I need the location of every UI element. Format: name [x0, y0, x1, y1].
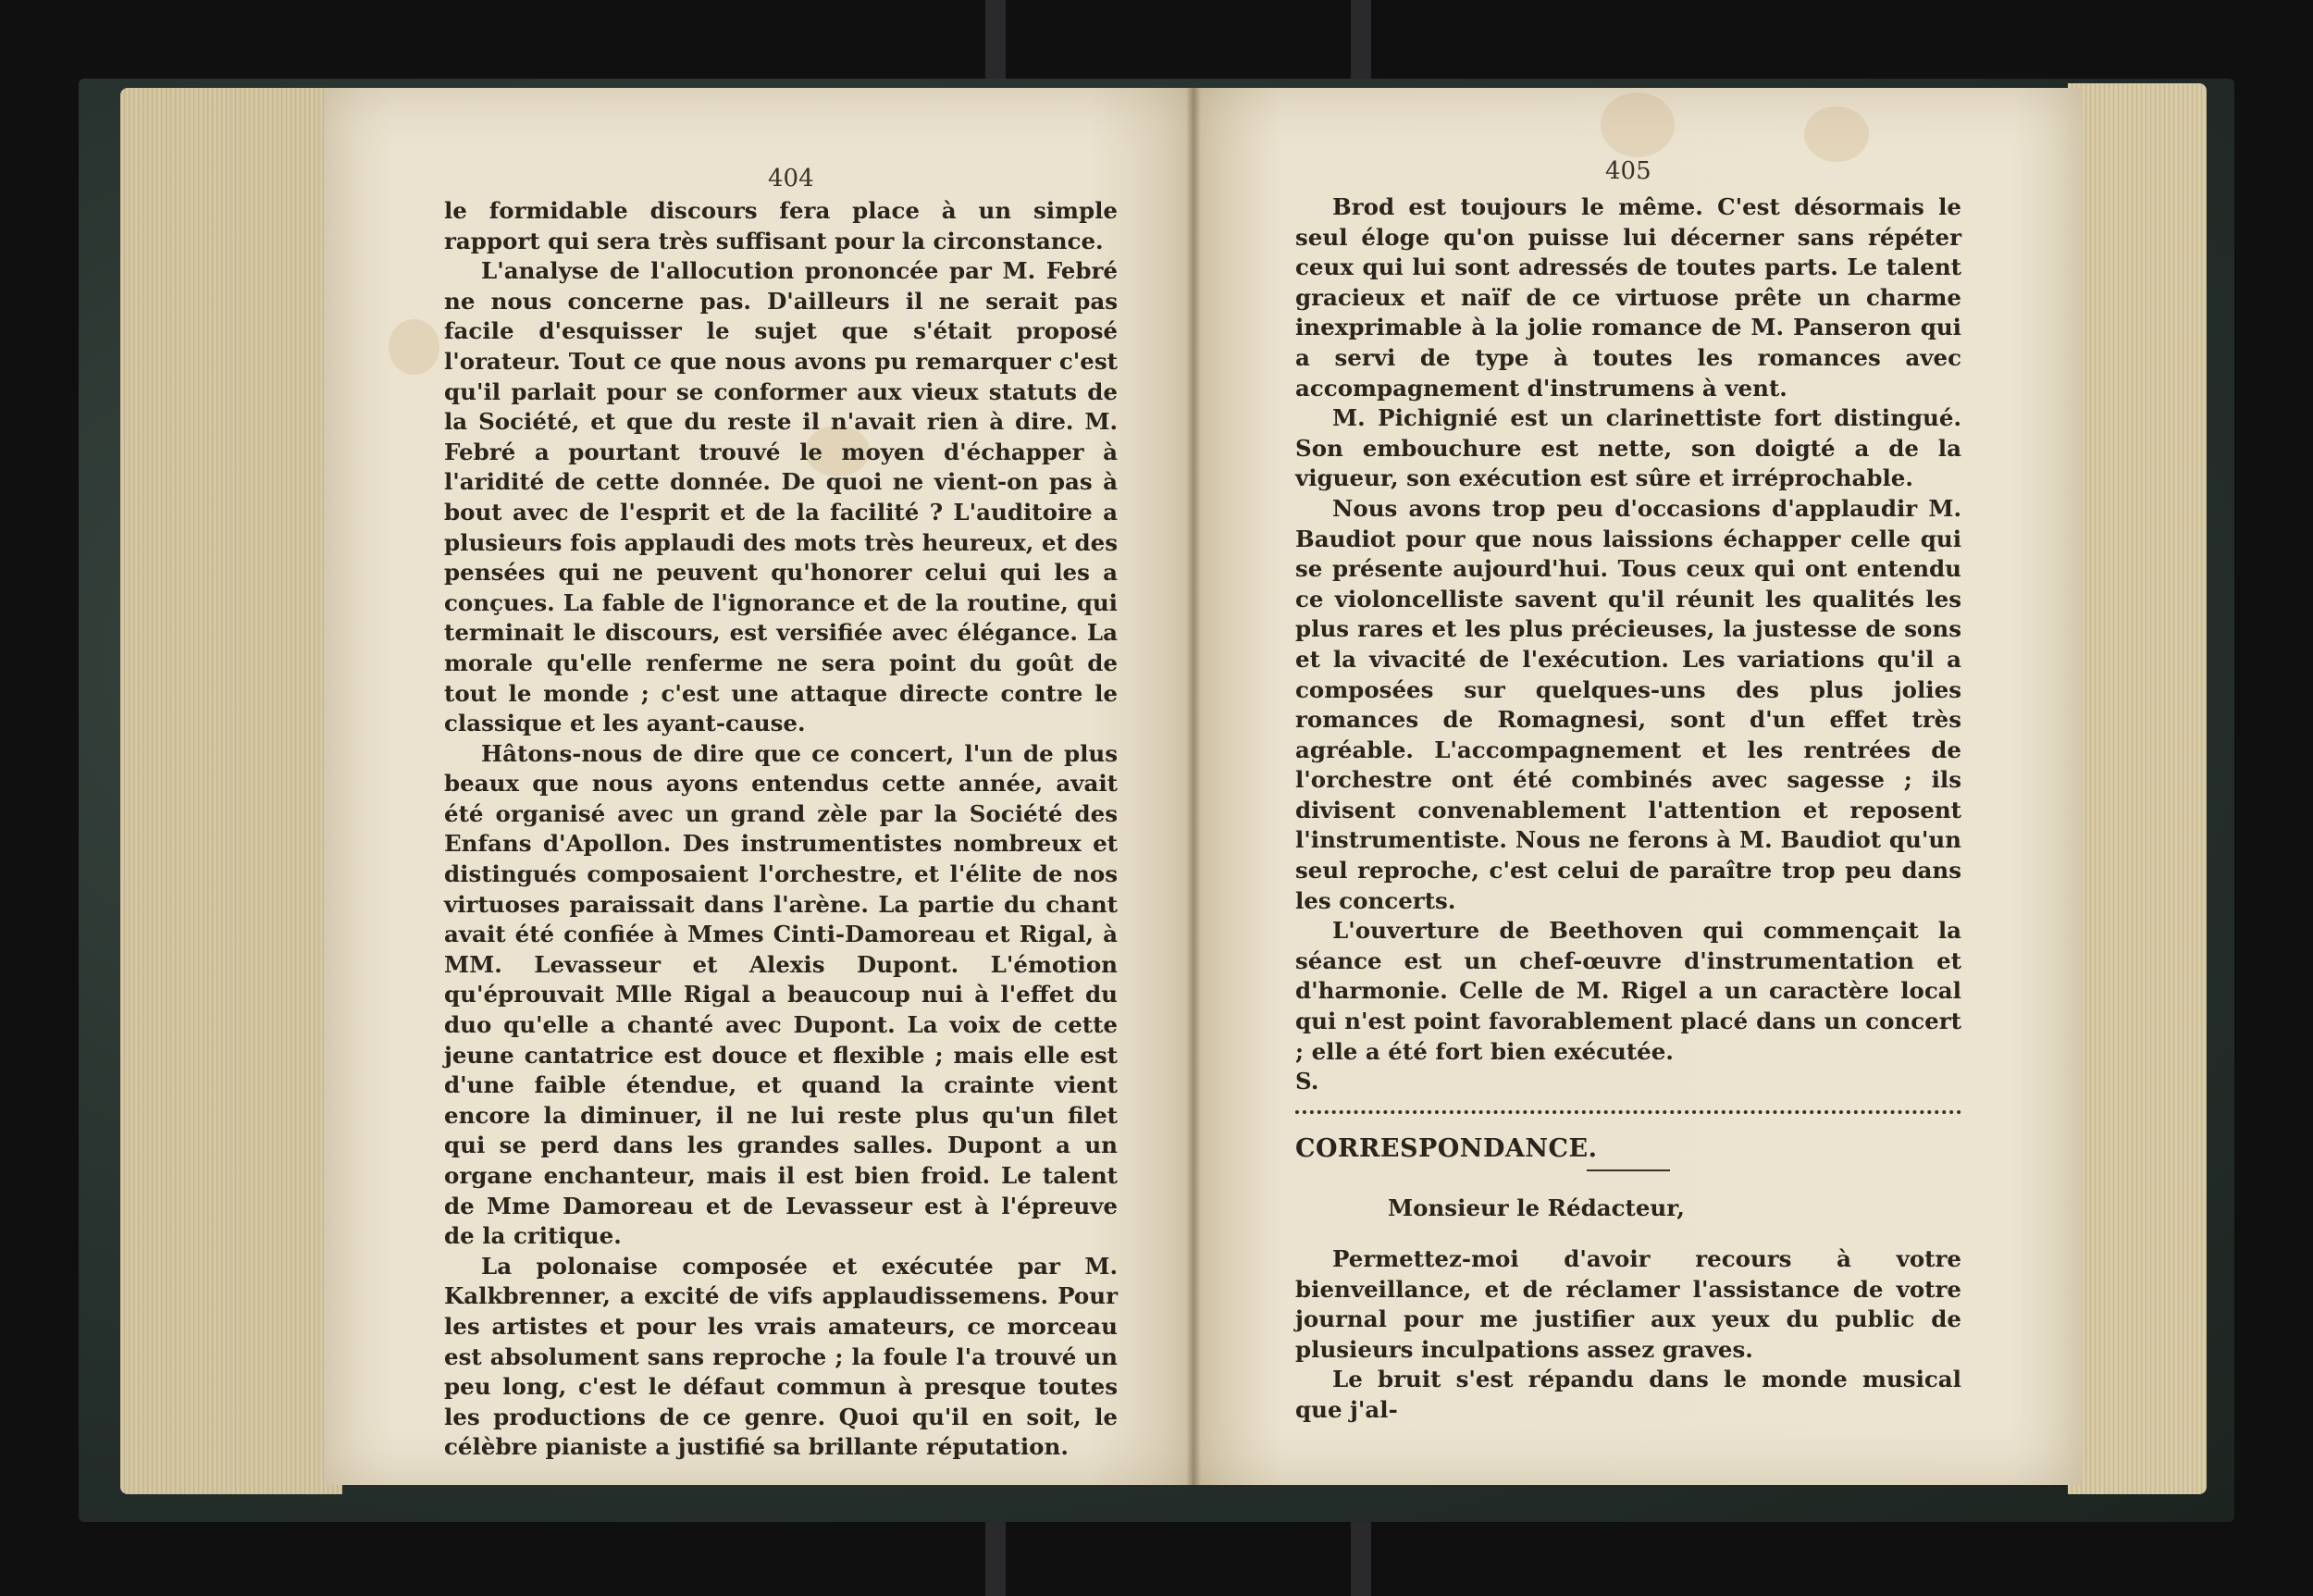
book-gutter	[1186, 88, 1201, 1485]
signature: S.	[1295, 1068, 1319, 1095]
paragraph: Brod est toujours le même. C'est désormais le seul éloge qu'on puisse lui décerner sans répéter ceux qui lui sont adressés de toutes parts. Le talent gracieux et naïf de ce virtuose prête un charme inexprimable à la jolie romance de M. Panseron qui a servi de type à toutes les romances avec accompagnement d'instrumens à vent.	[1295, 193, 1961, 402]
page-edges-left	[120, 88, 342, 1494]
paragraph: M. Pichignié est un clarinettiste fort distingué. Son embouchure est nette, son doigté a de la vigueur, son exécution est sûre et irréprochable.	[1295, 404, 1961, 492]
paragraph: Le bruit s'est répandu dans le monde musical que j'al-	[1295, 1366, 1961, 1423]
section-divider	[1295, 1110, 1961, 1114]
paragraph: Hâtons-nous de dire que ce concert, l'un de plus beaux que nous ayons entendus cette année, avait été organisé avec un grand zèle par la Société des Enfans d'Apollon. Des instrumentistes nombreux et distingués composaient l'orchestre, et l'élite de nos virtuoses paraissait dans l'arène. La partie du chant avait été confiée à Mmes Cinti-Damoreau et Rigal, à MM. Levasseur et Alexis Dupont. L'émotion qu'éprouvait Mlle Rigal a beaucoup nui à l'effet du duo qu'elle a chanté avec Dupont. La voix de cette jeune cantatrice est douce et flexible ; mais elle est d'une faible étendue, et quand la crainte vient encore la diminuer, il ne lui reste plus qu'un filet qui se perd dans les grandes salles. Dupont a un organe enchanteur, mais il est bien froid. Le talent de Mme Damoreau et de Levasseur est à l'épreuve de la critique.	[444, 739, 1118, 1250]
heading-rule	[1587, 1169, 1670, 1171]
left-page-text	[444, 196, 1118, 1463]
salutation: Monsieur le Rédacteur,	[1388, 1194, 1685, 1222]
section-heading: CORRESPONDANCE.	[1295, 1133, 1598, 1163]
page-number-left: 404	[768, 165, 814, 192]
paragraph: Nous avons trop peu d'occasions d'applaudir M. Baudiot pour que nous laissions échapper celle qui se présente aujourd'hui. Tous ceux qui ont entendu ce violoncelliste savent qu'il réunit les qualités les plus rares et les plus précieuses, la justesse de sons et la vivacité de l'exécution. Les variations qu'il a composées sur quelques-uns des plus jolies romances de Romagnesi, sont d'un effet très agréable. L'accompagnement et les rentrées de l'orchestre ont été combinés avec sagesse ; ils divisent convenablement l'attention et reposent l'instrumentiste. Nous ne ferons à M. Baudiot qu'un seul reproche, c'est celui de paraître trop peu dans les concerts.	[1295, 494, 1961, 914]
page-edges-right	[2068, 83, 2207, 1494]
paragraph: L'ouverture de Beethoven qui commençait la séance est un chef-œuvre d'instrumentation et d'harmonie. Celle de M. Rigel a un caractère local qui n'est point favorablement placé dans un concert ; elle a été fort bien exécutée.	[1295, 917, 1961, 1065]
page-number-right: 405	[1605, 157, 1651, 185]
right-page-text	[1295, 192, 1961, 1426]
paragraph: L'analyse de l'allocution prononcée par M. Febré ne nous concerne pas. D'ailleurs il ne serait pas facile d'esquisser le sujet que s'était proposé l'orateur. Tout ce que nous avons pu remarquer c'est qu'il parlait pour se conformer aux vieux statuts de la Société, et que du reste il n'avait rien à dire. M. Febré a pourtant trouvé le moyen d'échapper à l'aridité de cette donnée. De quoi ne vient-on pas à bout avec de l'esprit et de la facilité ? L'auditoire a plusieurs fois applaudi des mots très heureux, et des pensées qui ne peuvent qu'honorer celui qui les a conçues. La fable de l'ignorance et de la routine, qui terminait le discours, est versifiée avec élégance. La morale qu'elle renferme ne sera point du goût de tout le monde ; c'est une attaque directe contre le classique et les ayant-cause.	[444, 257, 1118, 737]
paragraph: Permettez-moi d'avoir recours à votre bienveillance, et de réclamer l'assistance de votre journal pour me justifier aux yeux du public de plusieurs inculpations assez graves.	[1295, 1245, 1961, 1363]
paragraph: le formidable discours fera place à un simple rapport qui sera très suffisant pour la circonstance.	[444, 197, 1118, 254]
paragraph: La polonaise composée et exécutée par M. Kalkbrenner, a excité de vifs applaudissemens. Pour les artistes et pour les vrais amateurs, ce morceau est absolument sans reproche ; la foule l'a trouvé un peu long, c'est le défaut commun à presque toutes les productions de ce genre. Quoi qu'il en soit, le célèbre pianiste a justifié sa brillante réputation.	[444, 1252, 1118, 1461]
